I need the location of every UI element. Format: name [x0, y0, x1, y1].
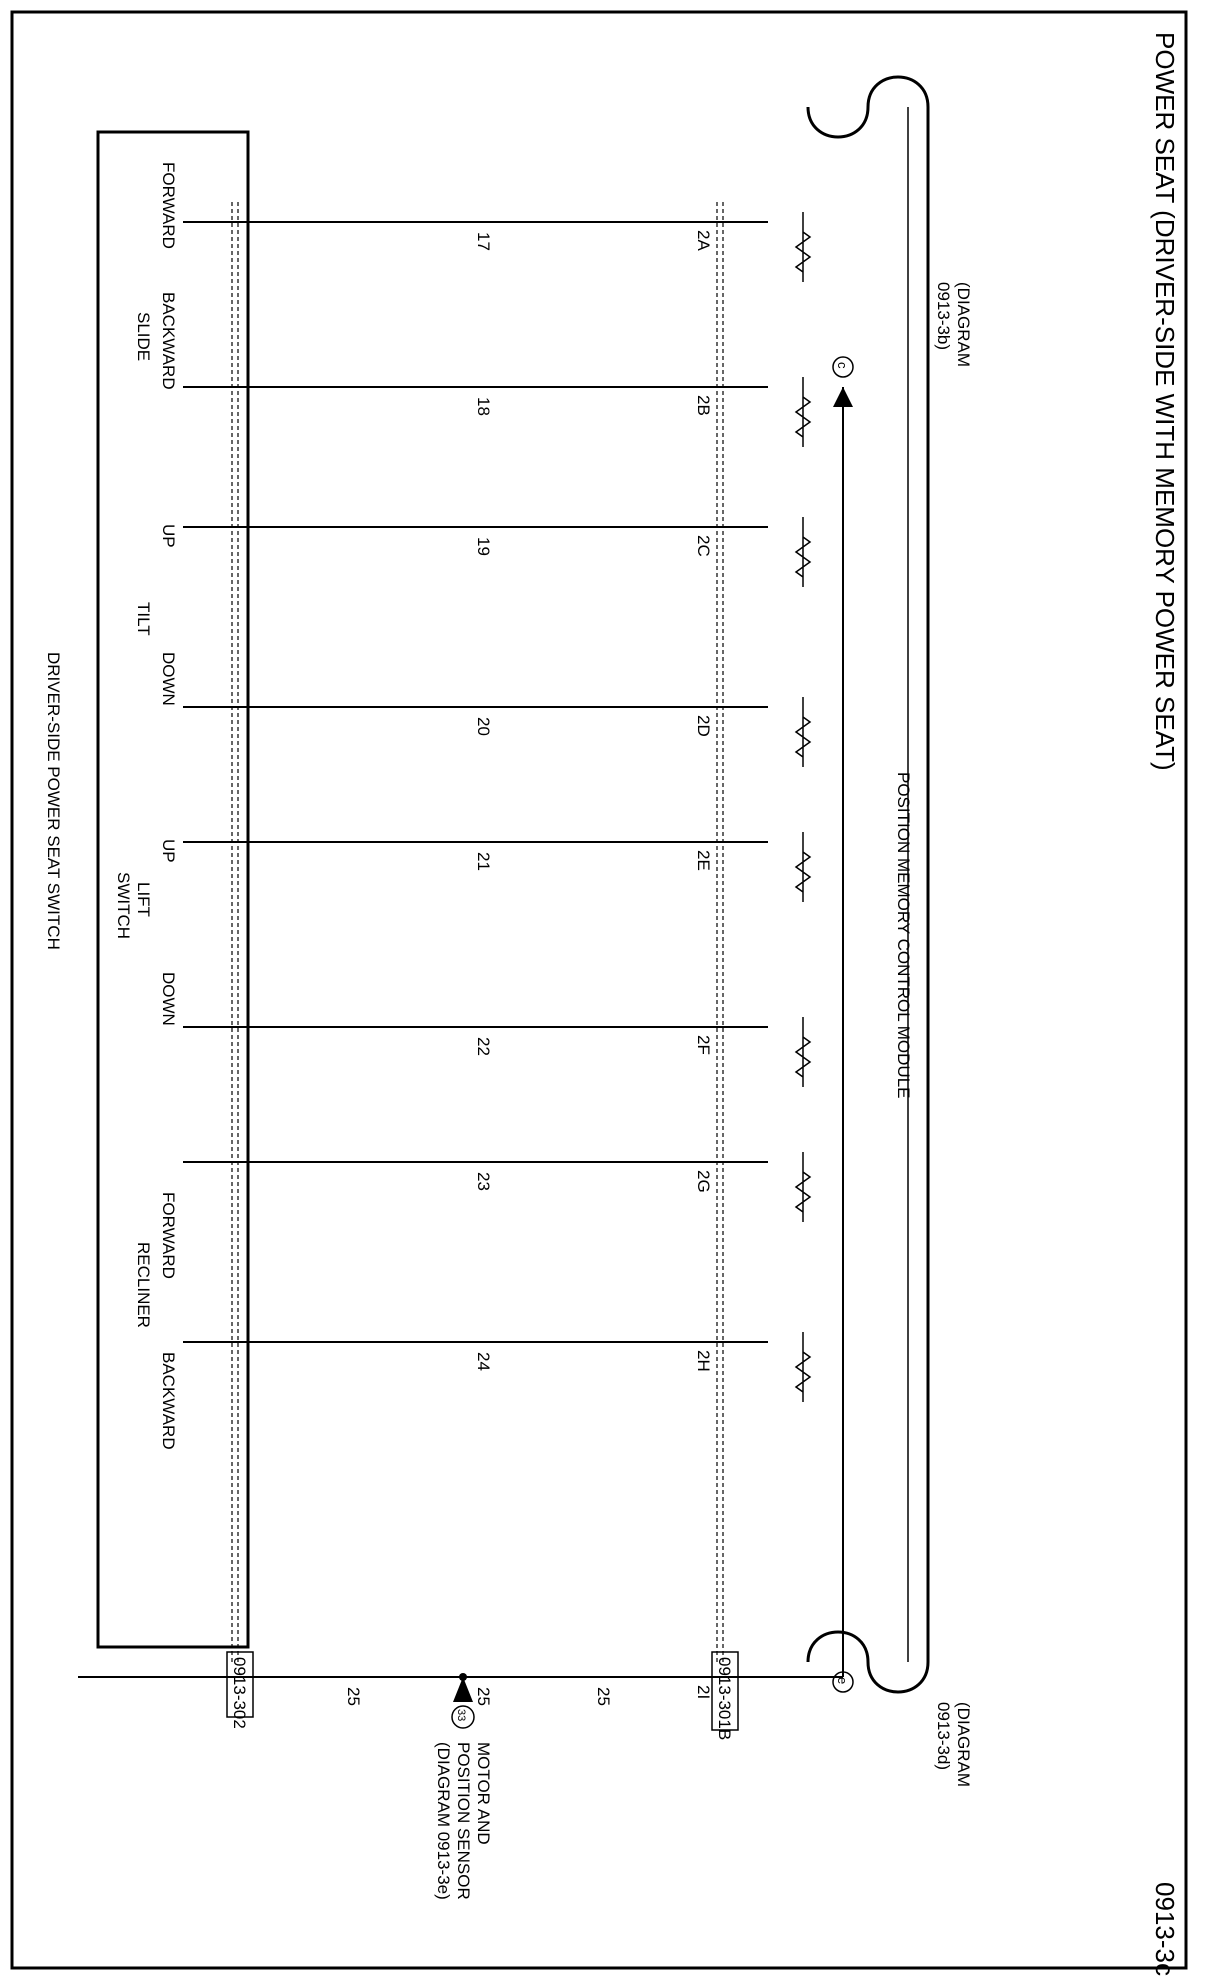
- switch-connector-label: 0913-302: [230, 1657, 249, 1729]
- motor-ref-line2: POSITION SENSOR: [454, 1742, 473, 1900]
- wire-number-18: 18: [474, 397, 493, 416]
- pos-backward-2: BACKWARD: [159, 1352, 178, 1450]
- wire-number-17: 17: [474, 232, 493, 251]
- diagram-body: [44, 32, 1180, 1976]
- wire-number-24: 24: [474, 1352, 493, 1371]
- pin-2b: 2B: [694, 395, 713, 416]
- motor-ref-line1: MOTOR AND: [474, 1742, 493, 1845]
- module-connector-label: 0913-301B: [715, 1657, 734, 1741]
- circuit-22: [159, 972, 768, 1056]
- page-border: [12, 12, 1186, 1968]
- wire-number-22: 22: [474, 1037, 493, 1056]
- pin-2h: 2H: [694, 1350, 713, 1372]
- ref-c-arrow: [833, 387, 853, 407]
- group-lift-1: LIFT: [134, 882, 153, 917]
- wire-number-19: 19: [474, 537, 493, 556]
- group-recliner: RECLINER: [134, 1242, 153, 1328]
- motor-ref-line3: (DIAGRAM 0913-3e): [434, 1742, 453, 1900]
- wire-number-21: 21: [474, 852, 493, 871]
- ref-e-symbol: e: [835, 1677, 850, 1685]
- motor-ref-symbol: 33: [455, 1709, 467, 1722]
- pos-forward-2: FORWARD: [159, 1192, 178, 1279]
- ref-c-symbol: c: [835, 362, 850, 369]
- pin-2d: 2D: [694, 715, 713, 737]
- pos-down-1: DOWN: [159, 652, 178, 706]
- ref-e-line2: 0913-3d): [934, 1702, 953, 1771]
- circuit-18: [159, 292, 768, 416]
- wire-number-20: 20: [474, 717, 493, 736]
- motor-ref-arrow: [453, 1677, 473, 1702]
- pos-up-1: UP: [159, 524, 178, 548]
- wire-number-25-c: 25: [474, 1687, 493, 1706]
- circuit-23: [159, 1162, 768, 1279]
- ref-e-line1: (DIAGRAM: [954, 1702, 973, 1787]
- pos-up-2: UP: [159, 839, 178, 863]
- pin-2c: 2C: [694, 535, 713, 557]
- switch-unit-name: DRIVER-SIDE POWER SEAT SWITCH: [44, 652, 63, 950]
- page-title: POWER SEAT (DRIVER-SIDE WITH MEMORY POWER SEAT): [1150, 32, 1180, 771]
- ref-c-line2: 0913-3b): [934, 282, 953, 351]
- pin-2i: 2I: [694, 1685, 713, 1700]
- pos-down-2: DOWN: [159, 972, 178, 1026]
- pin-2e: 2E: [694, 850, 713, 871]
- circuit-17: [159, 162, 768, 251]
- pin-2f: 2F: [694, 1035, 713, 1055]
- circuit-19: [159, 524, 768, 557]
- pin-2a: 2A: [694, 230, 713, 251]
- circuit-20: [159, 652, 768, 737]
- pos-backward-1: BACKWARD: [159, 292, 178, 390]
- circuit-24: [159, 1342, 768, 1450]
- pin-2g: 2G: [694, 1170, 713, 1193]
- group-tilt: TILT: [134, 602, 153, 636]
- circuit-wires: [159, 162, 768, 1450]
- group-slide: SLIDE: [134, 312, 153, 362]
- circuit-21: [159, 839, 768, 871]
- group-lift-2: SWITCH: [114, 872, 133, 940]
- module-name: POSITION MEMORY CONTROL MODULE: [894, 772, 913, 1099]
- wire-number-25-b: 25: [344, 1687, 363, 1706]
- ref-c-line1: (DIAGRAM: [954, 282, 973, 367]
- wire-number-23: 23: [474, 1172, 493, 1191]
- pullup-resistors: [796, 212, 810, 1402]
- pos-forward-1: FORWARD: [159, 162, 178, 249]
- page-code: 0913-3c: [1150, 1882, 1180, 1976]
- wire-number-25-a: 25: [594, 1687, 613, 1706]
